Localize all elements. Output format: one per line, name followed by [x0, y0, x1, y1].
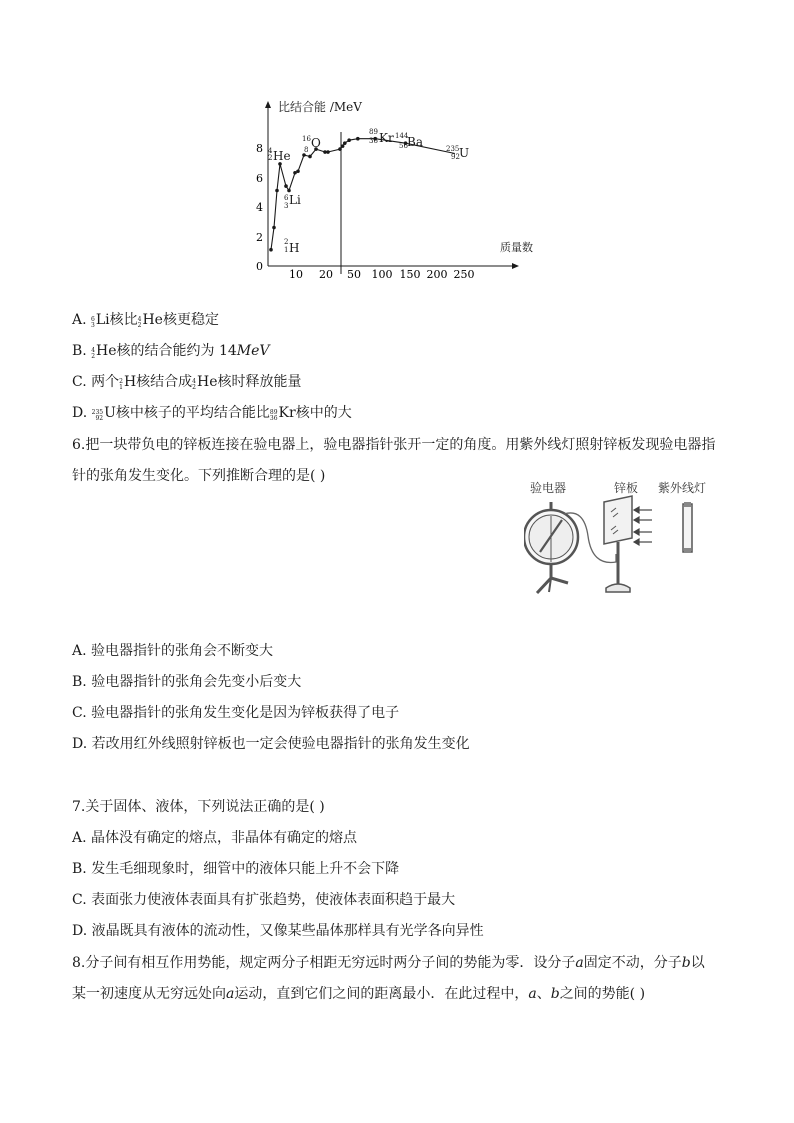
option-prefix: D.	[72, 405, 88, 421]
data-point	[287, 189, 291, 193]
isotope-symbol: Li	[95, 312, 110, 328]
isotope-charge: 56	[399, 142, 408, 150]
question-7-stem: 7.关于固体、液体，下列说法正确的是( )	[72, 799, 325, 815]
isotope-mass: 89	[369, 128, 378, 136]
isotope-mass: 144	[395, 132, 409, 140]
question-6-stem-line2: 针的张角发生变化。下列推断合理的是( )	[72, 468, 326, 484]
option-text: 核更稳定	[162, 312, 219, 328]
isotope-symbol: H	[123, 374, 137, 390]
option-prefix: C. 两个	[72, 374, 120, 390]
zinc-plate-label: 锌板	[614, 481, 639, 495]
isotope-charge: 2	[137, 322, 142, 329]
data-point	[272, 226, 276, 230]
y-tick-label: 0	[256, 260, 263, 273]
stem-text: 8.分子间有相互作用势能，规定两分子相距无穷远时两分子间的势能为零．设分子	[72, 955, 576, 971]
zinc-plate-icon	[604, 496, 632, 592]
isotope-charge: 3	[91, 322, 95, 329]
uv-lamp-icon	[683, 502, 692, 553]
data-point	[341, 144, 345, 148]
isotope-indices	[138, 317, 142, 329]
isotope-indices	[270, 410, 278, 422]
option-text: 核比	[109, 312, 138, 328]
data-point	[347, 138, 351, 142]
x-tick-label: 20	[319, 268, 333, 281]
option-6d[interactable]: D. 若改用红外线照射锌板也一定会使验电器指针的张角发生变化	[72, 736, 470, 752]
isotope-indices	[92, 410, 103, 422]
isotope-label-u	[446, 145, 469, 161]
data-point	[275, 189, 279, 193]
molecule-a: a	[226, 986, 235, 1002]
question-8-stem-line1	[72, 954, 705, 972]
isotope-mass: 16	[302, 135, 311, 143]
stem-text: 某一初速度从无穷远处向	[72, 986, 226, 1002]
y-tick-label: 4	[256, 201, 263, 214]
isotope-label-li	[284, 193, 301, 210]
energy-unit: MeV	[236, 343, 270, 359]
x-tick-label: 250	[453, 268, 475, 281]
electroscope-icon	[524, 502, 578, 593]
isotope-symbol: Kr	[379, 131, 394, 145]
isotope-charge: 92	[451, 153, 460, 161]
isotope-charge: 8	[304, 146, 309, 154]
data-point	[343, 141, 347, 145]
stem-text: 固定不动，分子	[583, 955, 682, 971]
y-axis-label: 比结合能 /MeV	[278, 100, 362, 114]
option-text: 核中核子的平均结合能比	[115, 405, 270, 421]
isotope-label-h	[284, 238, 299, 255]
isotope-indices	[119, 379, 123, 391]
x-tick-label: 100	[371, 268, 393, 281]
x-tick-label: 10	[289, 268, 303, 281]
isotope-charge: 2	[192, 384, 196, 391]
isotope-charge: 2	[91, 353, 96, 360]
isotope-charge: 36	[269, 415, 278, 422]
option-7c[interactable]: C. 表面张力使液体表面具有扩张趋势，使液体表面积趋于最大	[72, 892, 456, 908]
isotope-mass: 89	[269, 409, 278, 416]
stem-text: 之间的势能( )	[559, 986, 646, 1002]
data-point	[338, 147, 342, 151]
isotope-symbol: Ba	[407, 135, 423, 149]
option-5b[interactable]	[72, 342, 270, 360]
isotope-mass: 4	[137, 316, 142, 323]
isotope-symbol: U	[104, 405, 116, 421]
isotope-mass: 4	[268, 147, 273, 155]
data-point	[356, 137, 360, 141]
option-5a[interactable]	[72, 311, 219, 329]
isotope-symbol: He	[273, 149, 291, 163]
data-point	[326, 150, 330, 154]
molecule-b: b	[550, 986, 560, 1002]
option-prefix: B.	[72, 343, 87, 359]
isotope-charge: 3	[284, 202, 289, 210]
binding-energy-chart	[248, 96, 548, 282]
x-tick-label: 200	[426, 268, 448, 281]
isotope-charge: 36	[369, 137, 378, 145]
option-prefix: A.	[72, 312, 87, 328]
isotope-label-ba	[395, 132, 423, 150]
stem-text: 运动，直到它们之间的距离最小．在此过程中，	[234, 986, 529, 1002]
isotope-label-kr	[369, 128, 394, 145]
option-7a[interactable]: A. 晶体没有确定的熔点，非晶体有确定的熔点	[72, 830, 358, 846]
isotope-symbol: He	[96, 343, 117, 359]
isotope-mass: 2	[284, 238, 289, 246]
option-6b[interactable]: B. 验电器指针的张角会先变小后变大	[72, 674, 302, 690]
stem-text: 、	[536, 986, 551, 1002]
isotope-symbol: Li	[289, 193, 301, 207]
isotope-mass: 4	[192, 378, 196, 385]
option-5c[interactable]	[72, 373, 302, 391]
isotope-symbol: He	[142, 312, 163, 328]
isotope-indices	[91, 317, 95, 329]
isotope-mass: 6	[284, 194, 289, 202]
option-text: 核中的大	[295, 405, 352, 421]
data-point	[308, 155, 312, 159]
x-axis-label: 质量数	[500, 241, 533, 254]
question-8-stem-line2	[72, 985, 645, 1003]
data-point	[284, 184, 288, 188]
isotope-symbol: He	[197, 374, 218, 390]
y-tick-label: 2	[256, 231, 263, 244]
x-tick-label: 50	[347, 268, 361, 281]
isotope-mass: 235	[91, 409, 104, 416]
isotope-mass: 2	[119, 378, 123, 385]
molecule-a: a	[575, 955, 584, 971]
data-point	[269, 248, 273, 252]
option-6a[interactable]: A. 验电器指针的张角会不断变大	[72, 643, 274, 659]
option-text: 核时释放能量	[217, 374, 302, 390]
isotope-symbol: H	[289, 241, 300, 255]
option-7b[interactable]: B. 发生毛细现象时，细管中的液体只能上升不会下降	[72, 861, 400, 877]
isotope-charge: 1	[119, 384, 123, 391]
option-5d[interactable]	[72, 404, 352, 422]
molecule-b: b	[681, 955, 691, 971]
isotope-charge: 2	[268, 154, 273, 162]
option-7d[interactable]: D. 液晶既具有液体的流动性，又像某些晶体那样具有光学各向异性	[72, 923, 484, 939]
isotope-indices	[192, 379, 196, 391]
electroscope-label: 验电器	[530, 481, 567, 495]
isotope-label-he	[268, 147, 291, 163]
isotope-mass: 4	[91, 347, 96, 354]
uv-lamp-label: 紫外线灯	[658, 481, 707, 495]
y-tick-label: 8	[256, 142, 263, 155]
y-tick-labels	[256, 142, 263, 273]
isotope-charge: 92	[95, 415, 104, 422]
isotope-indices	[91, 348, 95, 360]
option-text: 核的结合能约为 14	[116, 343, 237, 359]
stem-text: 以	[690, 955, 705, 971]
isotope-symbol: O	[311, 136, 321, 150]
isotope-charge: 1	[284, 246, 289, 254]
y-tick-label: 6	[256, 172, 263, 185]
x-tick-labels	[289, 268, 475, 281]
uv-light-rays	[634, 507, 652, 545]
option-text: 核结合成	[136, 374, 193, 390]
isotope-mass: 6	[91, 316, 95, 323]
molecule-a: a	[528, 986, 537, 1002]
isotope-mass: 235	[446, 145, 460, 153]
isotope-symbol: Kr	[278, 405, 296, 421]
isotope-symbol: U	[459, 146, 470, 160]
data-point	[296, 169, 300, 173]
question-6-stem-line1: 6.把一块带负电的锌板连接在验电器上，验电器指针张开一定的角度。用紫外线灯照射锌板发现验电器指	[72, 437, 716, 453]
x-tick-label: 150	[399, 268, 421, 281]
electroscope-apparatus-figure	[524, 476, 724, 602]
option-6c[interactable]: C. 验电器指针的张角发生变化是因为锌板获得了电子	[72, 705, 400, 721]
isotope-label-o	[302, 135, 321, 154]
